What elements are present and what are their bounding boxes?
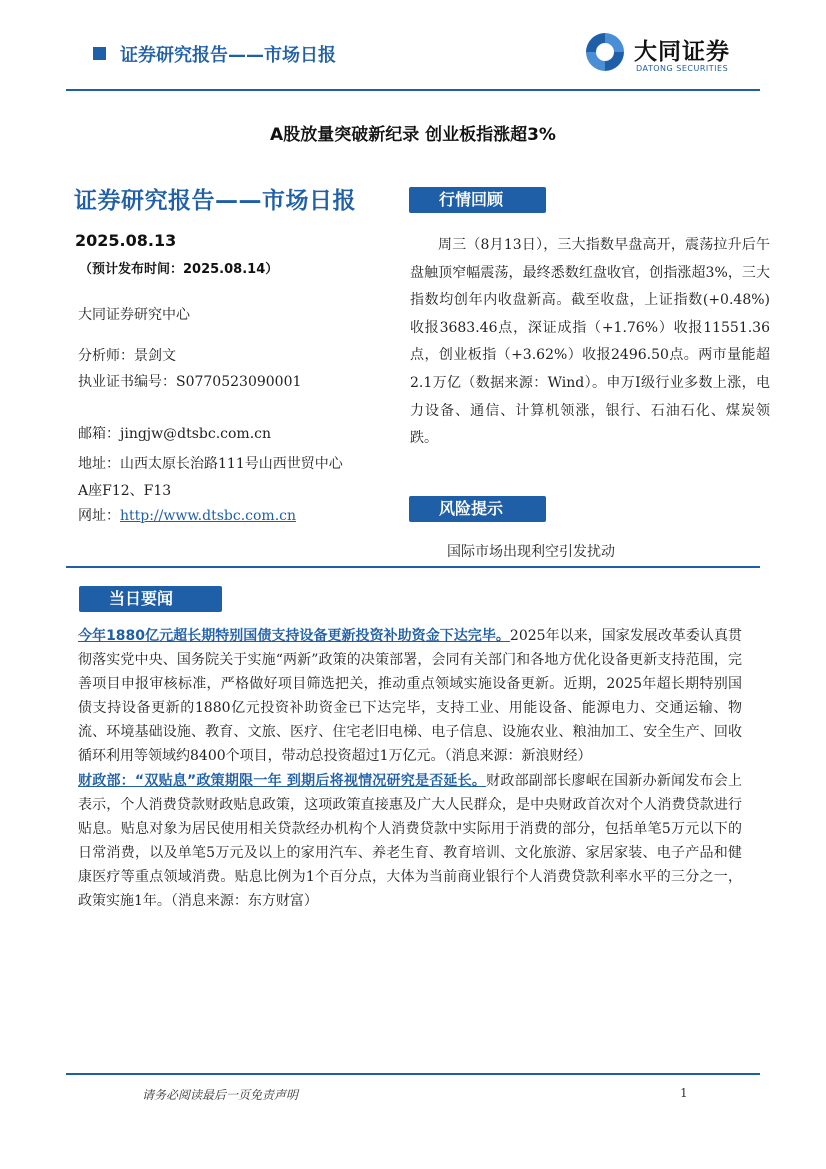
header-title: 证券研究报告——市场日报 — [120, 45, 336, 66]
page-number: 1 — [680, 1086, 688, 1100]
report-date: 2025.08.13 — [75, 231, 177, 250]
footer-divider — [66, 1073, 760, 1075]
publish-date: （预计发布时间：2025.08.14） — [79, 262, 279, 277]
header-divider — [66, 89, 760, 91]
website-link[interactable]: http://www.dtsbc.com.cn — [120, 508, 296, 524]
research-center: 大同证券研究中心 — [78, 307, 190, 323]
risk-tag: 风险提示 — [409, 496, 546, 522]
section-divider — [66, 566, 760, 568]
analyst: 分析师：景剑文 — [78, 348, 176, 364]
page-title: A股放量突破新纪录 创业板指涨超3% — [270, 125, 556, 145]
news-body: 2025年以来，国家发展改革委认真贯彻落实党中央、国务院关于实施“两新”政策的决策部署，会同有关部门和各地方优化设备更新支持范围，完善项目申报审核标准，严格做好项目筛选把关，推动重点领域实施设备更新。近期，2025年超长期特别国债支持设备更新的1880亿元投资补助资金已下达完毕，支持工业、用能设备、能源电力、交通运输、物流、环境基础设施、教育、文旅、医疗、住宅老旧电梯、电子信息、设施农业、粮油加工、安全生产、回收循环利用等领域约8400个项目，带动总投资超过1万亿元。（消息来源：新浪财经） — [78, 628, 742, 765]
news-item — [78, 624, 742, 769]
address-line1: 地址：山西太原长治路111号山西世贸中心 — [78, 456, 343, 472]
news-list — [78, 624, 742, 913]
risk-text: 国际市场出现利空引发扰动 — [447, 544, 615, 560]
report-title: 证券研究报告——市场日报 — [74, 188, 356, 214]
logo-en-text: DATONG SECURITIES — [636, 64, 729, 73]
website-row — [78, 505, 296, 525]
address-line2: A座F12、F13 — [78, 483, 172, 499]
website-label: 网址： — [78, 508, 120, 524]
news-tag: 当日要闻 — [79, 586, 222, 612]
disclaimer-note: 请务必阅读最后一页免责声明 — [142, 1088, 299, 1102]
news-headline[interactable]: 财政部：“双贴息”政策期限一年 到期后将视情况研究是否延长。 — [78, 772, 487, 789]
certificate-number: 执业证书编号：S0770523090001 — [78, 374, 302, 390]
logo-mark-icon — [582, 29, 628, 75]
market-review-text — [410, 232, 770, 453]
email: 邮箱：jingjw@dtsbc.com.cn — [78, 426, 271, 442]
news-headline[interactable]: 今年1880亿元超长期特别国债支持设备更新投资补助资金下达完毕。 — [78, 628, 510, 644]
market-review-paragraph: 周三（8月13日），三大指数早盘高开，震荡拉升后午盘触顶窄幅震荡，最终悉数红盘收官，创指涨超3%，三大指数均创年内收盘新高。截至收盘，上证指数(+0.48%)收报3683.46点，深证成指（+1.76%）收报11551.36点，创业板指（+3.62%）收报2496.50点。两市量能超2.1万亿（数据来源：Wind）。申万Ⅰ级行业多数上涨，电力设备、通信、计算机领涨，银行、石油石化、煤炭领跌。 — [410, 237, 770, 447]
news-body: 财政部副部长廖岷在国新办新闻发布会上表示，个人消费贷款财政贴息政策，这项政策直接惠及广大人民群众，是中央财政首次对个人消费贷款进行贴息。贴息对象为居民使用相关贷款经办机构个人消费贷款中实际用于消费的部分，包括单笔5万元以下的日常消费，以及单笔5万元及以上的家用汽车、养老生育、教育培训、文化旅游、家居家装、电子产品和健康医疗等重点领域消费。贴息比例为1个百分点，大体为当前商业银行个人消费贷款利率水平的三分之一，政策实施1年。（消息来源：东方财富） — [78, 772, 743, 910]
company-logo — [582, 27, 762, 77]
logo-cn-text: 大同证券 — [634, 39, 730, 65]
news-item — [78, 769, 742, 914]
market-review-tag: 行情回顾 — [409, 187, 546, 213]
header-square-icon — [93, 47, 106, 60]
